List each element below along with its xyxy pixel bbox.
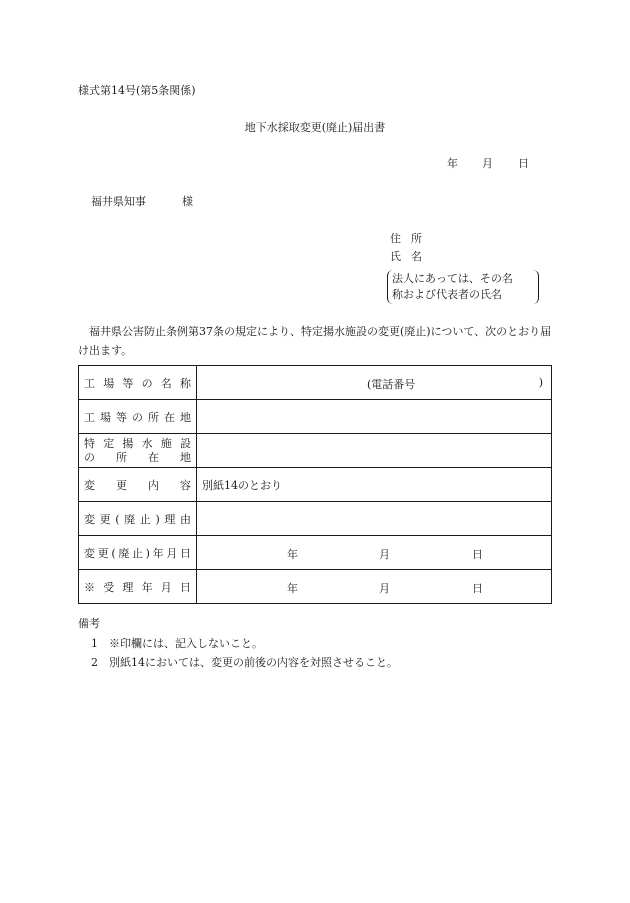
phone-close-paren: ): [538, 376, 543, 389]
document-title: 地下水採取変更(廃止)届出書: [244, 121, 386, 134]
recipient: [91, 195, 193, 208]
change-reason-label: 変更(廃止)理由: [84, 512, 191, 526]
table-row: [79, 400, 552, 434]
table-row: [79, 536, 552, 570]
pumping-facility-label-line1: 特定揚水施設: [84, 436, 191, 450]
receipt-date-month: 月: [379, 582, 390, 595]
pumping-facility-label-line2: の所在地: [84, 450, 191, 464]
factory-name-label: 工場等の名称: [84, 376, 191, 390]
change-content-field[interactable]: 別紙14のとおり: [197, 468, 552, 502]
change-content-label: 変更内容: [84, 478, 191, 492]
notes-heading: 備考: [78, 617, 100, 630]
form-number: 様式第14号(第5条関係): [78, 84, 196, 97]
change-date-year: 年: [287, 548, 298, 561]
table-row: [79, 468, 552, 502]
change-date-day: 日: [472, 548, 483, 561]
change-reason-field[interactable]: [197, 502, 552, 536]
corporation-note: 法人にあっては、その名 称および代表者の氏名: [387, 270, 539, 304]
table-row: [79, 502, 552, 536]
phone-number-label: (電話番号: [367, 378, 416, 391]
table-row: [79, 570, 552, 604]
recipient-name: 福井県知事: [91, 195, 146, 208]
date-day: 日: [518, 157, 529, 170]
table-row: [79, 434, 552, 468]
date-month: 月: [482, 157, 493, 170]
factory-name-field[interactable]: [197, 366, 552, 400]
change-date-month: 月: [379, 548, 390, 561]
notification-table: [78, 365, 552, 604]
submission-date: [447, 157, 529, 170]
receipt-date-label: ※受理年月日: [84, 580, 191, 594]
receipt-date-year: 年: [287, 582, 298, 595]
factory-location-label: 工場等の所在地: [84, 410, 191, 424]
table-row: [79, 366, 552, 400]
pumping-facility-location-field[interactable]: [197, 434, 552, 468]
factory-location-field[interactable]: [197, 400, 552, 434]
receipt-date-day: 日: [472, 582, 483, 595]
change-date-field[interactable]: [197, 536, 552, 570]
note-item: 2 別紙14においては、変更の前後の内容を対照させること。: [91, 656, 398, 669]
date-year: 年: [447, 157, 458, 170]
change-date-label: 変更(廃止)年月日: [84, 546, 191, 560]
name-label: 氏 名: [390, 250, 422, 263]
recipient-honorific: 様: [182, 195, 193, 208]
note-item: 1 ※印欄には、記入しないこと。: [91, 637, 263, 650]
body-text: 福井県公害防止条例第37条の規定により、特定揚水施設の変更(廃止)について、次のとおり届け出ます。: [78, 325, 552, 358]
address-label: 住 所: [390, 232, 422, 245]
receipt-date-field[interactable]: [197, 570, 552, 604]
